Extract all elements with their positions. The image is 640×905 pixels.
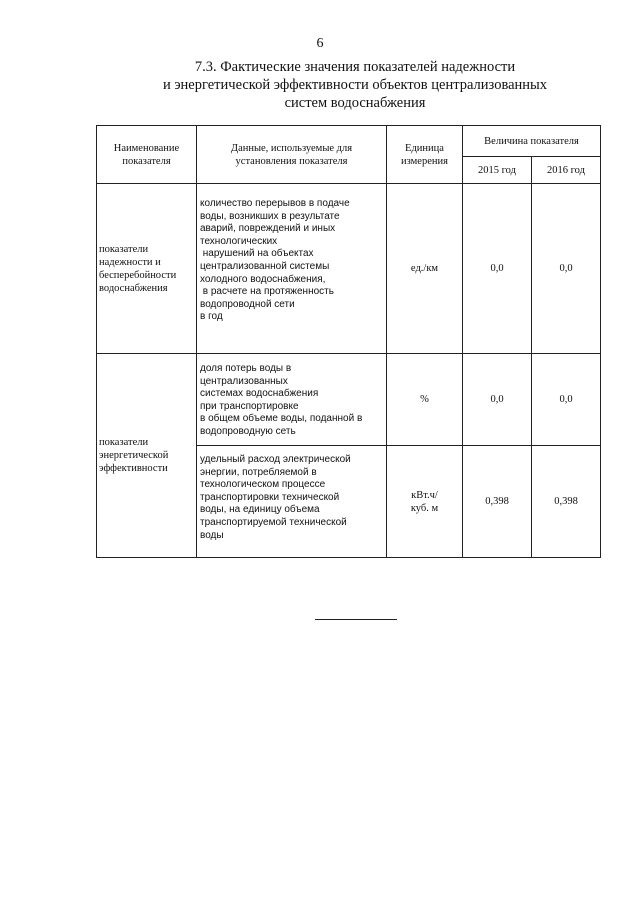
value-2015-cell: 0,398	[463, 446, 532, 558]
section-heading	[120, 58, 590, 112]
page-number: 6	[316, 36, 324, 51]
header-year-2016: 2016 год	[532, 157, 601, 184]
value-2016-cell: 0,0	[532, 184, 601, 354]
heading-line: систем водоснабжения	[284, 95, 426, 111]
header-unit: Единица измерения	[387, 126, 463, 184]
table-row	[97, 354, 601, 446]
value-2015-cell: 0,0	[463, 354, 532, 446]
heading-line: и энергетической эффективности объектов централизованных	[162, 77, 548, 93]
source-data-cell: доля потерь воды в централизованных системах водоснабжения при транспортировке в общем объеме воды, поданной в водопроводную сеть	[197, 354, 387, 446]
unit-cell: кВт.ч/ куб. м	[387, 446, 463, 558]
header-indicator-name: Наименование показателя	[97, 126, 197, 184]
value-2015-cell: 0,0	[463, 184, 532, 354]
heading-line: 7.3. Фактические значения показателей надежности	[194, 59, 516, 75]
header-year-2015: 2015 год	[463, 157, 532, 184]
header-source-data: Данные, используемые для установления показателя	[197, 126, 387, 184]
unit-cell: %	[387, 354, 463, 446]
indicators-table	[96, 125, 601, 558]
value-2016-cell: 0,0	[532, 354, 601, 446]
unit-cell: ед./км	[387, 184, 463, 354]
indicator-group-name: показатели надежности и бесперебойности водоснабжения	[97, 184, 197, 354]
header-indicator-value: Величина показателя	[463, 126, 601, 157]
source-data-cell: удельный расход электрической энергии, потребляемой в технологическом процессе транспортировки технической воды, на единицу объема транспортируемой технической воды	[197, 446, 387, 558]
footer-divider	[315, 619, 397, 620]
source-data-cell: количество перерывов в подаче воды, возникших в результате аварий, повреждений и иных технологических нарушений на объектах централизованной системы холодного водоснабжения, в расчете на протяженность водопроводной сети в год	[197, 184, 387, 354]
table-row	[97, 184, 601, 354]
value-2016-cell: 0,398	[532, 446, 601, 558]
indicator-group-name: показатели энергетической эффективности	[97, 354, 197, 558]
